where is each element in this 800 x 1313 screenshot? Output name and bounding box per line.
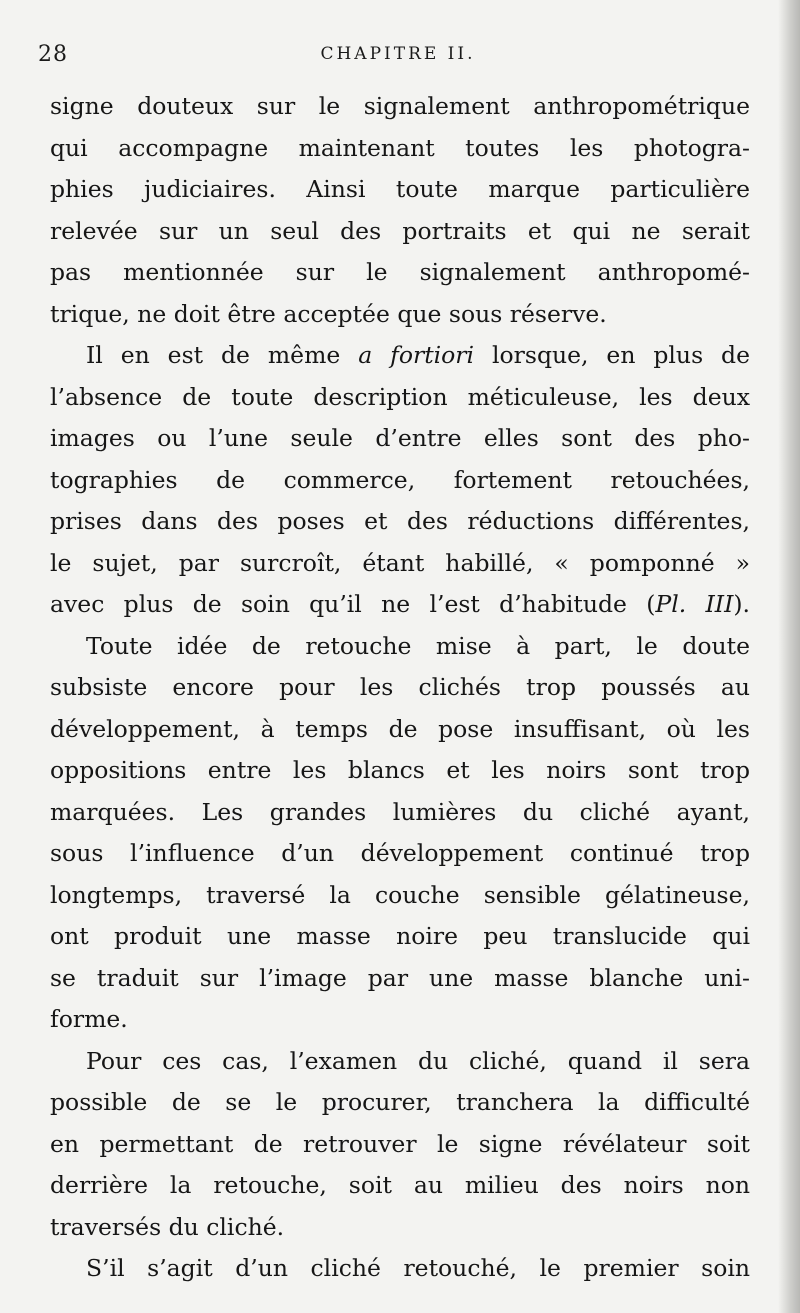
page-number: 28 — [38, 42, 68, 67]
text-line — [50, 335, 750, 377]
text-line: Toute idée de retouche mise à part, le doute — [86, 631, 750, 660]
text-line: développement, à temps de pose insuffisant, où les — [50, 714, 750, 743]
text-line: images ou l’une seule d’entre elles sont des pho- — [50, 424, 750, 452]
text-line: en permettant de retrouver le signe révélateur soit — [50, 1129, 750, 1158]
text-line: trique, ne doit être acceptée que sous réserve. — [50, 299, 607, 328]
text-line: qui accompagne maintenant toutes les photogra- — [50, 133, 750, 162]
paragraph — [50, 86, 750, 335]
text-line: signe douteux sur le signalement anthropométrique — [50, 92, 750, 120]
text-line: subsiste encore pour les clichés trop poussés au — [50, 673, 750, 701]
text-line: ont produit une masse noire peu translucide qui — [50, 922, 750, 950]
text-line: pas mentionnée sur le signalement anthropomé- — [50, 258, 750, 286]
text-line: tographies de commerce, fortement retouchées, — [50, 465, 750, 494]
text-line: marquées. Les grandes lumières du cliché ayant, — [50, 797, 750, 826]
text-run: ). — [733, 590, 750, 618]
text-line: forme. — [50, 1005, 128, 1033]
text-line: l’absence de toute description méticuleuse, les deux — [50, 382, 750, 411]
text-line: traversés du cliché. — [50, 1212, 285, 1241]
text-line: oppositions entre les blancs et les noirs sont trop — [50, 756, 750, 784]
text-line — [50, 584, 750, 626]
text-line: prises dans des poses et des réductions différentes, — [50, 507, 750, 535]
text-line: derrière la retouche, soit au milieu des noirs non — [50, 1171, 750, 1199]
page-gutter-shadow — [778, 0, 800, 1313]
text-run: lorsque, en plus de — [474, 341, 750, 369]
paragraph — [50, 1041, 750, 1249]
text-line: phies judiciaires. Ainsi toute marque particulière — [50, 175, 750, 203]
italic-phrase: a fortiori — [358, 341, 475, 369]
text-line: relevée sur un seul des portraits et qui ne serait — [50, 216, 750, 245]
text-line: longtemps, traversé la couche sensible gélatineuse, — [50, 880, 750, 909]
text-run: Il en est de même — [86, 341, 359, 369]
text-line: Pour ces cas, l’examen du cliché, quand il sera — [86, 1046, 750, 1075]
text-run: avec plus de soin qu’il ne l’est d’habitude ( — [50, 590, 656, 618]
text-line: le sujet, par surcroît, étant habillé, « pomponné » — [50, 548, 750, 577]
plate-reference: Pl. III — [655, 590, 734, 618]
text-line: S’il s’agit d’un cliché retouché, le premier soin — [86, 1254, 750, 1282]
page-header — [38, 42, 758, 76]
body-text — [50, 86, 750, 1290]
text-line: possible de se le procurer, tranchera la difficulté — [50, 1088, 750, 1116]
paragraph — [50, 626, 750, 1041]
text-line: se traduit sur l’image par une masse blanche uni- — [50, 963, 750, 992]
paragraph — [50, 335, 750, 626]
paragraph — [50, 1248, 750, 1290]
text-line: sous l’influence d’un développement continué trop — [50, 839, 750, 867]
running-head: CHAPITRE II. — [320, 44, 476, 64]
